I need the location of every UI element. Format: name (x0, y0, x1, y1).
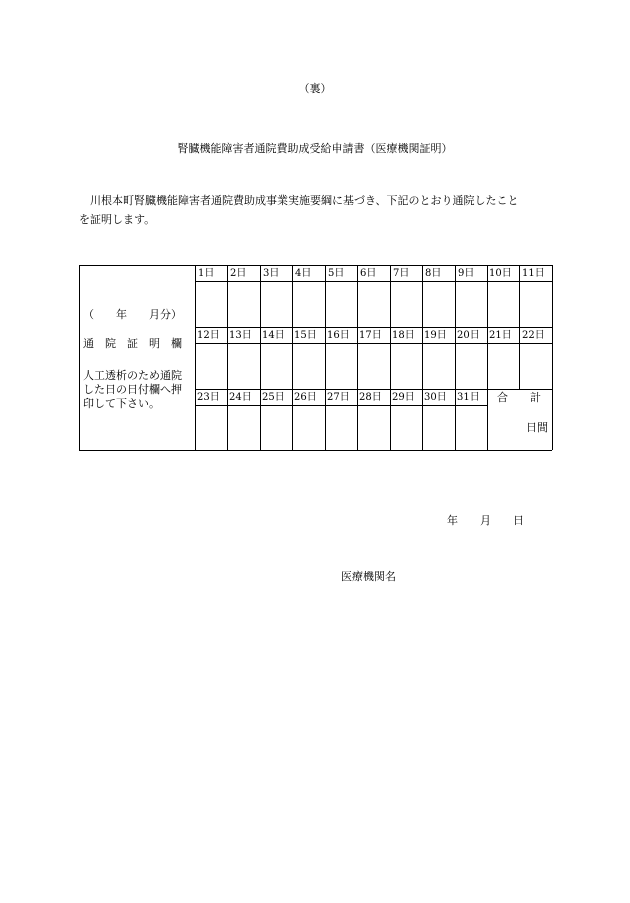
day-label: 13日 (229, 330, 252, 341)
certification-heading: 通 院 証 明 欄 (83, 337, 182, 350)
day-label: 1日 (198, 268, 215, 279)
institution-name-label: 医療機関名 (341, 570, 396, 583)
day-label: 9日 (458, 268, 475, 279)
day-label: 12日 (197, 330, 220, 341)
day-label: 15日 (294, 330, 317, 341)
day-label: 25日 (262, 392, 285, 403)
body-text-line1: 川根本町腎臓機能障害者通院費助成事業実施要綱に基づき、下記のとおり通院したこと (79, 194, 519, 207)
day-label: 14日 (262, 330, 285, 341)
instruction-line1: 人工透析のため通院 (83, 369, 182, 382)
day-label: 5日 (328, 268, 345, 279)
day-label: 16日 (327, 330, 350, 341)
body-text-line2: を証明します。 (79, 213, 156, 226)
total-unit: 日間 (526, 421, 548, 434)
instruction-line2: した日の日付欄へ押 (83, 383, 182, 396)
day-label: 3日 (263, 268, 280, 279)
day-label: 24日 (229, 392, 252, 403)
side-mark: （裏） (298, 82, 332, 95)
day-label: 17日 (359, 330, 382, 341)
day-label: 23日 (197, 392, 220, 403)
certification-side-label (79, 265, 192, 450)
day-label: 18日 (392, 330, 415, 341)
day-label: 4日 (295, 268, 312, 279)
day-label: 6日 (360, 268, 377, 279)
day-label: 29日 (392, 392, 415, 403)
instruction-line3: 印して下さい。 (83, 397, 160, 410)
day-label: 21日 (489, 330, 512, 341)
day-label: 11日 (522, 268, 545, 279)
day-label: 7日 (393, 268, 410, 279)
total-label: 合 計 (497, 391, 541, 404)
day-label: 2日 (230, 268, 247, 279)
day-label: 22日 (522, 330, 545, 341)
day-label: 30日 (424, 392, 447, 403)
document-title: 腎臓機能障害者通院費助成受給申請書（医療機関証明） (177, 142, 453, 155)
day-label: 20日 (457, 330, 480, 341)
day-label: 26日 (294, 392, 317, 403)
day-label: 31日 (457, 392, 480, 403)
certification-date: 年 月 日 (447, 514, 524, 527)
day-label: 19日 (424, 330, 447, 341)
day-label: 27日 (327, 392, 350, 403)
day-label: 8日 (425, 268, 442, 279)
day-label: 28日 (359, 392, 382, 403)
year-month-label: （ 年 月分） (83, 308, 182, 321)
day-label: 10日 (489, 268, 512, 279)
